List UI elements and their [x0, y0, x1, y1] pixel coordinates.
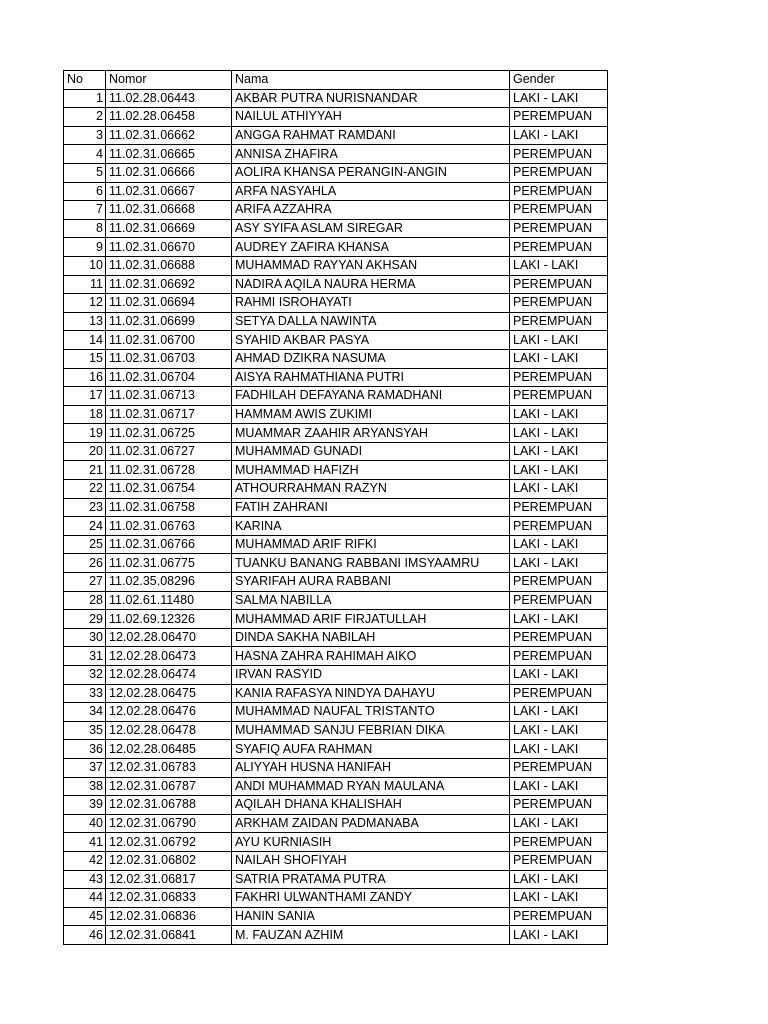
- table-row: [64, 758, 608, 777]
- cell-gender: LAKI - LAKI: [510, 870, 608, 889]
- cell-no: 31: [64, 647, 106, 666]
- cell-no: 8: [64, 219, 106, 238]
- cell-no: 45: [64, 907, 106, 926]
- table-row: [64, 517, 608, 536]
- cell-nama: SALMA NABILLA: [232, 591, 510, 610]
- cell-no: 23: [64, 498, 106, 517]
- cell-no: 3: [64, 126, 106, 145]
- cell-nama: MUHAMMAD ARIF RIFKI: [232, 535, 510, 554]
- cell-nomor: 11.02.31.06699: [106, 312, 232, 331]
- cell-gender: PEREMPUAN: [510, 368, 608, 387]
- cell-nomor: 11.02.31.06700: [106, 331, 232, 350]
- cell-no: 17: [64, 387, 106, 406]
- cell-gender: PEREMPUAN: [510, 219, 608, 238]
- cell-nama: SYARIFAH AURA RABBANI: [232, 573, 510, 592]
- cell-nama: SYAFIQ AUFA RAHMAN: [232, 740, 510, 759]
- cell-no: 40: [64, 814, 106, 833]
- cell-nama: SETYA DALLA NAWINTA: [232, 312, 510, 331]
- table-row: [64, 666, 608, 685]
- cell-nomor: 12.02.31.06833: [106, 889, 232, 908]
- cell-nama: ANGGA RAHMAT RAMDANI: [232, 126, 510, 145]
- cell-gender: PEREMPUAN: [510, 294, 608, 313]
- cell-no: 42: [64, 851, 106, 870]
- cell-gender: PEREMPUAN: [510, 647, 608, 666]
- cell-nomor: 11.02.35.08296: [106, 573, 232, 592]
- table-row: [64, 926, 608, 945]
- cell-nomor: 11.02.31.06688: [106, 256, 232, 275]
- cell-nama: FADHILAH DEFAYANA RAMADHANI: [232, 387, 510, 406]
- table-row: [64, 814, 608, 833]
- table-row: [64, 201, 608, 220]
- cell-nomor: 11.02.31.06704: [106, 368, 232, 387]
- cell-gender: LAKI - LAKI: [510, 424, 608, 443]
- cell-gender: LAKI - LAKI: [510, 926, 608, 945]
- cell-nama: HAMMAM AWIS ZUKIMI: [232, 405, 510, 424]
- cell-nomor: 12.02.28.06485: [106, 740, 232, 759]
- table-row: [64, 591, 608, 610]
- cell-nama: ARKHAM ZAIDAN PADMANABA: [232, 814, 510, 833]
- table-row: [64, 535, 608, 554]
- table-row: [64, 573, 608, 592]
- cell-no: 38: [64, 777, 106, 796]
- cell-nomor: 12.02.31.06787: [106, 777, 232, 796]
- cell-nomor: 11.02.31.06670: [106, 238, 232, 257]
- cell-gender: PEREMPUAN: [510, 163, 608, 182]
- cell-nomor: 11.02.28.06458: [106, 108, 232, 127]
- table-row: [64, 647, 608, 666]
- cell-nomor: 12.02.31.06790: [106, 814, 232, 833]
- table-row: [64, 256, 608, 275]
- table-row: [64, 424, 608, 443]
- cell-no: 36: [64, 740, 106, 759]
- table-row: [64, 721, 608, 740]
- cell-no: 43: [64, 870, 106, 889]
- cell-nama: AQILAH DHANA KHALISHAH: [232, 796, 510, 815]
- cell-nomor: 12.02.31.06817: [106, 870, 232, 889]
- cell-nama: SYAHID AKBAR PASYA: [232, 331, 510, 350]
- cell-no: 18: [64, 405, 106, 424]
- cell-no: 22: [64, 480, 106, 499]
- cell-nomor: 11.02.31.06763: [106, 517, 232, 536]
- cell-gender: PEREMPUAN: [510, 758, 608, 777]
- table-row: [64, 349, 608, 368]
- cell-nama: AOLIRA KHANSA PERANGIN-ANGIN: [232, 163, 510, 182]
- cell-nama: ARIFA AZZAHRA: [232, 201, 510, 220]
- table-row: [64, 108, 608, 127]
- cell-no: 4: [64, 145, 106, 164]
- cell-no: 21: [64, 461, 106, 480]
- cell-gender: LAKI - LAKI: [510, 256, 608, 275]
- cell-gender: PEREMPUAN: [510, 387, 608, 406]
- cell-nama: MUHAMMAD NAUFAL TRISTANTO: [232, 703, 510, 722]
- cell-gender: LAKI - LAKI: [510, 480, 608, 499]
- cell-nomor: 11.02.31.06668: [106, 201, 232, 220]
- cell-gender: LAKI - LAKI: [510, 331, 608, 350]
- cell-nama: ARFA NASYAHLA: [232, 182, 510, 201]
- cell-gender: PEREMPUAN: [510, 907, 608, 926]
- cell-gender: PEREMPUAN: [510, 517, 608, 536]
- cell-nomor: 11.02.31.06725: [106, 424, 232, 443]
- cell-gender: LAKI - LAKI: [510, 889, 608, 908]
- cell-gender: LAKI - LAKI: [510, 703, 608, 722]
- cell-nama: RAHMI ISROHAYATI: [232, 294, 510, 313]
- cell-no: 20: [64, 442, 106, 461]
- cell-nama: NAILAH SHOFIYAH: [232, 851, 510, 870]
- cell-gender: LAKI - LAKI: [510, 814, 608, 833]
- cell-no: 35: [64, 721, 106, 740]
- cell-nama: MUHAMMAD RAYYAN AKHSAN: [232, 256, 510, 275]
- cell-nomor: 12.02.28.06470: [106, 628, 232, 647]
- table-row: [64, 219, 608, 238]
- cell-nomor: 11.02.31.06692: [106, 275, 232, 294]
- table-row: [64, 461, 608, 480]
- cell-nomor: 12.02.28.06473: [106, 647, 232, 666]
- cell-gender: LAKI - LAKI: [510, 89, 608, 108]
- cell-gender: LAKI - LAKI: [510, 126, 608, 145]
- cell-nama: DINDA SAKHA NABILAH: [232, 628, 510, 647]
- table-row: [64, 480, 608, 499]
- cell-nomor: 11.02.31.06727: [106, 442, 232, 461]
- table-row: [64, 796, 608, 815]
- table-row: [64, 126, 608, 145]
- cell-nomor: 11.02.61.11480: [106, 591, 232, 610]
- cell-nama: AHMAD DZIKRA NASUMA: [232, 349, 510, 368]
- cell-nama: AYU KURNIASIH: [232, 833, 510, 852]
- cell-gender: PEREMPUAN: [510, 796, 608, 815]
- cell-nomor: 11.02.31.06713: [106, 387, 232, 406]
- cell-nomor: 11.02.31.06717: [106, 405, 232, 424]
- cell-no: 5: [64, 163, 106, 182]
- cell-nomor: 12.02.28.06476: [106, 703, 232, 722]
- cell-gender: LAKI - LAKI: [510, 405, 608, 424]
- cell-no: 44: [64, 889, 106, 908]
- table-row: [64, 740, 608, 759]
- table-row: [64, 387, 608, 406]
- table-row: [64, 163, 608, 182]
- cell-no: 34: [64, 703, 106, 722]
- cell-gender: LAKI - LAKI: [510, 461, 608, 480]
- cell-gender: PEREMPUAN: [510, 108, 608, 127]
- table-row: [64, 703, 608, 722]
- cell-nama: AISYA RAHMATHIANA PUTRI: [232, 368, 510, 387]
- cell-gender: PEREMPUAN: [510, 573, 608, 592]
- cell-no: 26: [64, 554, 106, 573]
- cell-gender: LAKI - LAKI: [510, 721, 608, 740]
- cell-no: 19: [64, 424, 106, 443]
- table-row: [64, 870, 608, 889]
- table-row: [64, 405, 608, 424]
- cell-no: 16: [64, 368, 106, 387]
- cell-nama: NAILUL ATHIYYAH: [232, 108, 510, 127]
- cell-no: 25: [64, 535, 106, 554]
- cell-nama: ATHOURRAHMAN RAZYN: [232, 480, 510, 499]
- cell-nama: AUDREY ZAFIRA KHANSA: [232, 238, 510, 257]
- cell-gender: PEREMPUAN: [510, 312, 608, 331]
- cell-nomor: 12.02.28.06478: [106, 721, 232, 740]
- cell-nama: MUHAMMAD ARIF FIRJATULLAH: [232, 610, 510, 629]
- header-gender: Gender: [510, 71, 608, 90]
- cell-nama: SATRIA PRATAMA PUTRA: [232, 870, 510, 889]
- cell-gender: PEREMPUAN: [510, 833, 608, 852]
- cell-nomor: 11.02.31.06754: [106, 480, 232, 499]
- cell-no: 37: [64, 758, 106, 777]
- cell-nama: HANIN SANIA: [232, 907, 510, 926]
- cell-nomor: 11.02.31.06662: [106, 126, 232, 145]
- cell-no: 24: [64, 517, 106, 536]
- cell-no: 2: [64, 108, 106, 127]
- cell-gender: PEREMPUAN: [510, 591, 608, 610]
- cell-gender: LAKI - LAKI: [510, 666, 608, 685]
- cell-nama: FATIH ZAHRANI: [232, 498, 510, 517]
- cell-nomor: 12.02.31.06802: [106, 851, 232, 870]
- cell-gender: LAKI - LAKI: [510, 442, 608, 461]
- cell-no: 14: [64, 331, 106, 350]
- cell-nomor: 11.02.31.06665: [106, 145, 232, 164]
- table-row: [64, 554, 608, 573]
- cell-nama: ANDI MUHAMMAD RYAN MAULANA: [232, 777, 510, 796]
- cell-no: 13: [64, 312, 106, 331]
- cell-gender: PEREMPUAN: [510, 238, 608, 257]
- cell-gender: PEREMPUAN: [510, 628, 608, 647]
- cell-gender: LAKI - LAKI: [510, 554, 608, 573]
- cell-gender: LAKI - LAKI: [510, 777, 608, 796]
- header-nama: Nama: [232, 71, 510, 90]
- cell-no: 29: [64, 610, 106, 629]
- cell-nama: FAKHRI ULWANTHAMI ZANDY: [232, 889, 510, 908]
- table-row: [64, 331, 608, 350]
- cell-no: 39: [64, 796, 106, 815]
- table-row: [64, 777, 608, 796]
- table-row: [64, 238, 608, 257]
- cell-nama: AKBAR PUTRA NURISNANDAR: [232, 89, 510, 108]
- table-row: [64, 684, 608, 703]
- cell-nama: IRVAN RASYID: [232, 666, 510, 685]
- cell-nomor: 11.02.31.06766: [106, 535, 232, 554]
- table-row: [64, 610, 608, 629]
- cell-nomor: 12.02.31.06783: [106, 758, 232, 777]
- table-row: [64, 851, 608, 870]
- cell-no: 9: [64, 238, 106, 257]
- cell-no: 6: [64, 182, 106, 201]
- cell-no: 46: [64, 926, 106, 945]
- cell-gender: PEREMPUAN: [510, 201, 608, 220]
- cell-gender: PEREMPUAN: [510, 684, 608, 703]
- table-row: [64, 442, 608, 461]
- cell-no: 32: [64, 666, 106, 685]
- cell-no: 7: [64, 201, 106, 220]
- cell-nama: KARINA: [232, 517, 510, 536]
- cell-no: 27: [64, 573, 106, 592]
- table-row: [64, 907, 608, 926]
- cell-nomor: 11.02.28.06443: [106, 89, 232, 108]
- cell-nomor: 11.02.31.06667: [106, 182, 232, 201]
- cell-gender: LAKI - LAKI: [510, 349, 608, 368]
- table-row: [64, 312, 608, 331]
- cell-gender: LAKI - LAKI: [510, 740, 608, 759]
- cell-nomor: 11.02.31.06758: [106, 498, 232, 517]
- cell-no: 30: [64, 628, 106, 647]
- cell-no: 1: [64, 89, 106, 108]
- cell-gender: PEREMPUAN: [510, 275, 608, 294]
- table-row: [64, 833, 608, 852]
- cell-gender: PEREMPUAN: [510, 145, 608, 164]
- cell-gender: LAKI - LAKI: [510, 610, 608, 629]
- table-row: [64, 628, 608, 647]
- cell-nama: NADIRA AQILA NAURA HERMA: [232, 275, 510, 294]
- cell-nomor: 12.02.28.06475: [106, 684, 232, 703]
- table-row: [64, 368, 608, 387]
- cell-nama: TUANKU BANANG RABBANI IMSYAAMRU: [232, 554, 510, 573]
- cell-nomor: 12.02.28.06474: [106, 666, 232, 685]
- table-row: [64, 275, 608, 294]
- table-row: [64, 89, 608, 108]
- table-row: [64, 294, 608, 313]
- cell-nomor: 11.02.31.06775: [106, 554, 232, 573]
- table-row: [64, 182, 608, 201]
- cell-nama: MUHAMMAD GUNADI: [232, 442, 510, 461]
- cell-nama: ANNISA ZHAFIRA: [232, 145, 510, 164]
- cell-nomor: 12.02.31.06788: [106, 796, 232, 815]
- cell-gender: PEREMPUAN: [510, 498, 608, 517]
- cell-nama: ASY SYIFA ASLAM SIREGAR: [232, 219, 510, 238]
- cell-nama: M. FAUZAN AZHIM: [232, 926, 510, 945]
- cell-nomor: 11.02.31.06669: [106, 219, 232, 238]
- student-table: [63, 70, 608, 945]
- table-row: [64, 498, 608, 517]
- cell-nama: KANIA RAFASYA NINDYA DAHAYU: [232, 684, 510, 703]
- cell-gender: PEREMPUAN: [510, 182, 608, 201]
- cell-nomor: 11.02.31.06703: [106, 349, 232, 368]
- cell-no: 33: [64, 684, 106, 703]
- cell-nomor: 12.02.31.06792: [106, 833, 232, 852]
- cell-nama: HASNA ZAHRA RAHIMAH AIKO: [232, 647, 510, 666]
- table-row: [64, 145, 608, 164]
- table-row: [64, 889, 608, 908]
- cell-nomor: 11.02.31.06728: [106, 461, 232, 480]
- cell-nama: MUHAMMAD HAFIZH: [232, 461, 510, 480]
- cell-no: 10: [64, 256, 106, 275]
- cell-nama: ALIYYAH HUSNA HANIFAH: [232, 758, 510, 777]
- cell-gender: LAKI - LAKI: [510, 535, 608, 554]
- cell-nomor: 11.02.31.06694: [106, 294, 232, 313]
- header-no: No: [64, 71, 106, 90]
- cell-nama: MUHAMMAD SANJU FEBRIAN DIKA: [232, 721, 510, 740]
- cell-nomor: 11.02.31.06666: [106, 163, 232, 182]
- cell-gender: PEREMPUAN: [510, 851, 608, 870]
- cell-nomor: 11.02.69.12326: [106, 610, 232, 629]
- cell-no: 15: [64, 349, 106, 368]
- cell-no: 12: [64, 294, 106, 313]
- header-row: [64, 71, 608, 90]
- cell-nomor: 12.02.31.06836: [106, 907, 232, 926]
- cell-nama: MUAMMAR ZAAHIR ARYANSYAH: [232, 424, 510, 443]
- cell-no: 11: [64, 275, 106, 294]
- cell-no: 41: [64, 833, 106, 852]
- header-nomor: Nomor: [106, 71, 232, 90]
- cell-no: 28: [64, 591, 106, 610]
- cell-nomor: 12.02.31.06841: [106, 926, 232, 945]
